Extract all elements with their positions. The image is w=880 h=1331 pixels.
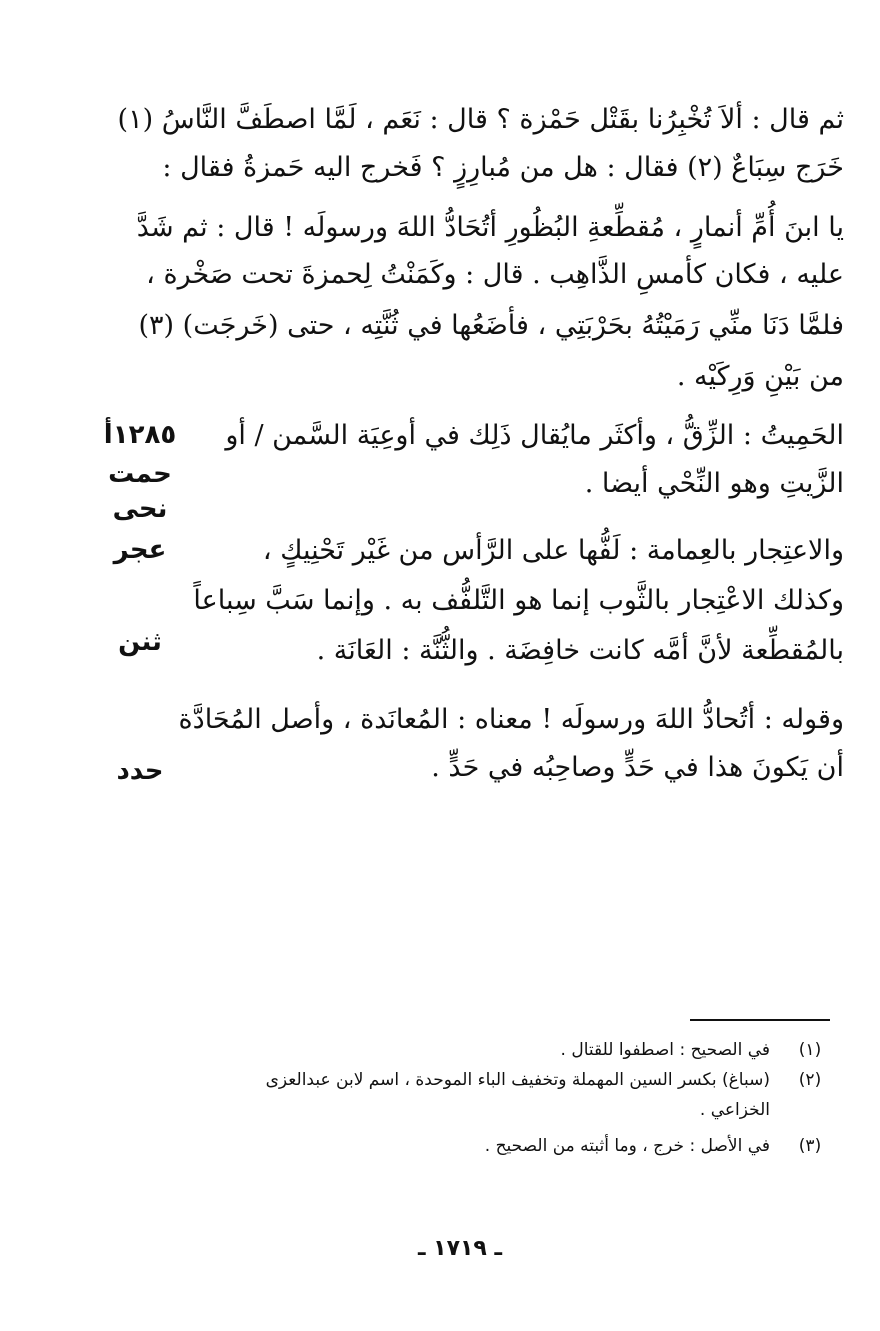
text-line: عليه ، فكان كأمسِ الذَّاهِب . قال : وكَمَنْتُ لِحمزةَ تحت صَخْرة ، xyxy=(146,259,844,290)
footnote-number: (١) xyxy=(798,1040,822,1060)
text-line: الحَمِيتُ : الزِّقُّ ، وأكثَر مايُقال ذَلِك في أوعِيَة السَّمن / أو xyxy=(225,420,844,451)
text-line: خَرَج سِبَاعٌ (٢) فقال : هل من مُبارِزٍ ؟ فَخرج اليه حَمزةُ فقال : xyxy=(162,152,844,183)
text-line: بالمُقطِّعة لأنَّ أمَّه كانت خافِضَة . والثُّنَّة : العَانَة . xyxy=(316,635,844,666)
text-line: من بَيْنِ وَرِكَيْه . xyxy=(676,361,844,392)
text-line: وكذلك الاعْتِجار بالثَّوب إنما هو التَّلفُّف به . وإنما سَبَّ سِباعاً xyxy=(193,585,844,616)
text-line: أن يَكونَ هذا في حَدٍّ وصاحِبُه في حَدٍّ . xyxy=(431,752,844,783)
footnote-text: في الصحيح : اصطفوا للقتال . xyxy=(560,1040,770,1060)
footnote-number: (٢) xyxy=(798,1070,822,1090)
text-line: والاعتِجار بالعِمامة : لَفُّها على الرَّأس من غَيْر تَحْنِيكٍ ، xyxy=(262,535,844,566)
text-line: يا ابنَ أُمِّ أنمارٍ ، مُقطِّعةِ البُظُورِ أتُحَادُّ اللهَ ورسولَه ! قال : ثم شَدَّ xyxy=(136,212,844,243)
footnote-number: (٣) xyxy=(798,1136,822,1156)
margin-root-word: حمت xyxy=(108,459,172,489)
footnote-text: الخزاعي . xyxy=(699,1100,770,1120)
margin-root-word: حدد xyxy=(116,756,164,786)
margin-root-word: ثنن xyxy=(118,627,162,657)
footnote-text: (سباغ) بكسر السين المهملة وتخفيف الباء الموحدة ، اسم لابن عبدالعزى xyxy=(265,1070,770,1090)
text-line: وقوله : أتُحادُّ اللهَ ورسولَه ! معناه : المُعانَدة ، وأصل المُحَادَّة xyxy=(178,704,844,735)
footnote-text: في الأصل : خرج ، وما أثبته من الصحيح . xyxy=(484,1136,770,1156)
footnote-divider xyxy=(690,1019,830,1021)
margin-root-word: نحى xyxy=(112,494,168,524)
text-line: الزَّيتِ وهو النِّحْي أيضا . xyxy=(584,468,844,499)
page-number: ـ ١٧١٩ ـ xyxy=(417,1236,503,1261)
text-line: فلمَّا دَنَا منِّي رَمَيْتُهُ بحَرْبَتِي ، فأضَعُها في ثُنَّتِه ، حتى (خَرجَت) (٣) xyxy=(138,310,844,341)
text-line: ثم قال : ألاَ تُخْبِرُنا بقَتْل حَمْزة ؟ قال : نَعَم ، لَمَّا اصطَفَّ النَّاسُ (١) xyxy=(117,104,844,135)
margin-reference-number: ١٢٨٥أ xyxy=(103,420,177,450)
margin-root-word: عجر xyxy=(113,535,167,565)
